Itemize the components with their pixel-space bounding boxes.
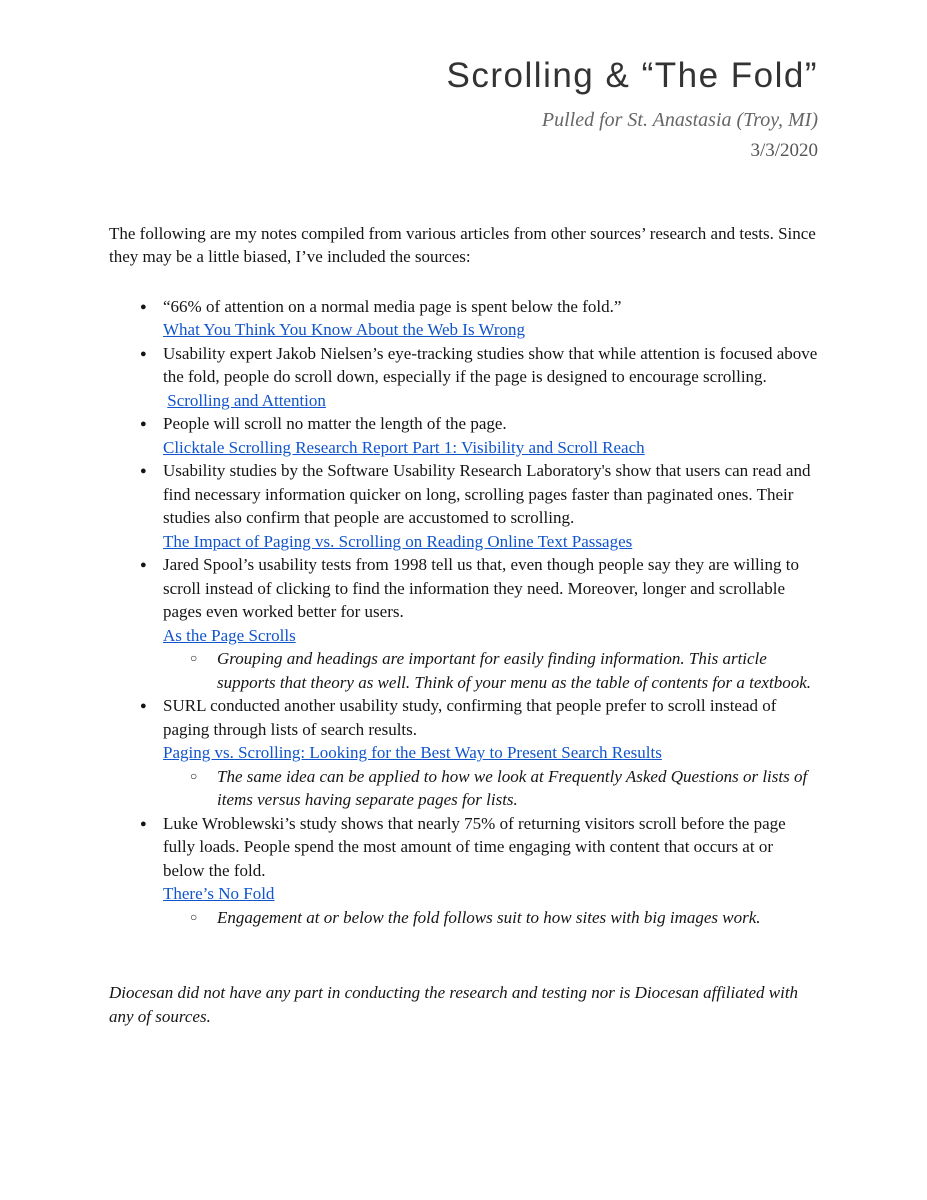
source-link[interactable]: What You Think You Know About the Web Is Wrong: [163, 320, 526, 340]
doc-date: 3/3/2020: [750, 140, 818, 161]
note-sublist: [163, 765, 818, 812]
source-link[interactable]: As the Page Scrolls: [163, 625, 296, 645]
source-link[interactable]: The Impact of Paging vs. Scrolling on Reading Online Text Passages: [163, 531, 633, 551]
intro-paragraph: The following are my notes compiled from various articles from other sources’ research and tests. Since they may be a little biased, I’ve included the sources:: [109, 223, 816, 267]
source-link[interactable]: Clicktale Scrolling Research Report Part 1: Visibility and Scroll Reach: [163, 437, 645, 457]
note-link-line: [163, 624, 818, 648]
note-text: ● Jared Spool’s usability tests from 1998 tell us that, even though people say they are willing to scroll instead of clicking to find the information they need. Moreover, longer and scrollable pages even worked better for users.: [163, 555, 799, 622]
note-text: ● SURL conducted another usability study, confirming that people prefer to scroll instead of paging through lists of search results.: [163, 696, 777, 739]
note-item: [140, 553, 818, 694]
note-text: ● Usability studies by the Software Usability Research Laboratory's show that users can read and find necessary information quicker on long, scrolling pages faster than paginated ones. Their studies also confirm that people are accustomed to scrolling.: [163, 461, 811, 528]
note-link-line: [163, 741, 818, 765]
note-item: [140, 295, 818, 342]
notes-list: [109, 295, 818, 930]
note-item: [140, 342, 818, 413]
note-link-line: [163, 436, 818, 460]
note-sublist: [163, 906, 818, 930]
note-link-line: [163, 530, 818, 554]
note-item: [140, 412, 818, 459]
note-link-line: [163, 389, 818, 413]
note-item: [140, 694, 818, 812]
source-link[interactable]: Paging vs. Scrolling: Looking for the Best Way to Present Search Results: [163, 743, 662, 763]
note-text: ● Luke Wroblewski’s study shows that nearly 75% of returning visitors scroll before the page fully loads. People spend the most amount of time engaging with content that occurs at or below the fold.: [163, 813, 786, 880]
note-text: ● “66% of attention on a normal media page is spent below the fold.”: [163, 296, 622, 316]
note-link-line: [163, 882, 818, 906]
doc-subtitle: Pulled for St. Anastasia (Troy, MI): [541, 109, 818, 131]
note-subitem: ○ Grouping and headings are important for easily finding information. This article supports that theory as well. Think of your menu as the table of contents for a textbook.: [163, 647, 818, 694]
note-link-line: [163, 318, 818, 342]
source-link[interactable]: There’s No Fold: [163, 884, 275, 904]
note-subitem: ○ Engagement at or below the fold follows suit to how sites with big images work.: [163, 906, 818, 930]
page-title: Scrolling & “The Fold”: [446, 56, 818, 95]
note-item: [140, 459, 818, 553]
note-subitem: ○ The same idea can be applied to how we look at Frequently Asked Questions or lists of items versus having separate pages for lists.: [163, 765, 818, 812]
note-text: ● Usability expert Jakob Nielsen’s eye-tracking studies show that while attention is focused above the fold, people do scroll down, especially if the page is designed to encourage scrolling.: [163, 343, 818, 387]
source-link[interactable]: Scrolling and Attention: [167, 390, 326, 410]
note-item: [140, 812, 818, 930]
disclaimer-note: Diocesan did not have any part in conducting the research and testing nor is Diocesan affiliated with any of sources.: [109, 983, 799, 1026]
note-text: ● People will scroll no matter the length of the page.: [163, 414, 507, 434]
note-sublist: [163, 647, 818, 694]
